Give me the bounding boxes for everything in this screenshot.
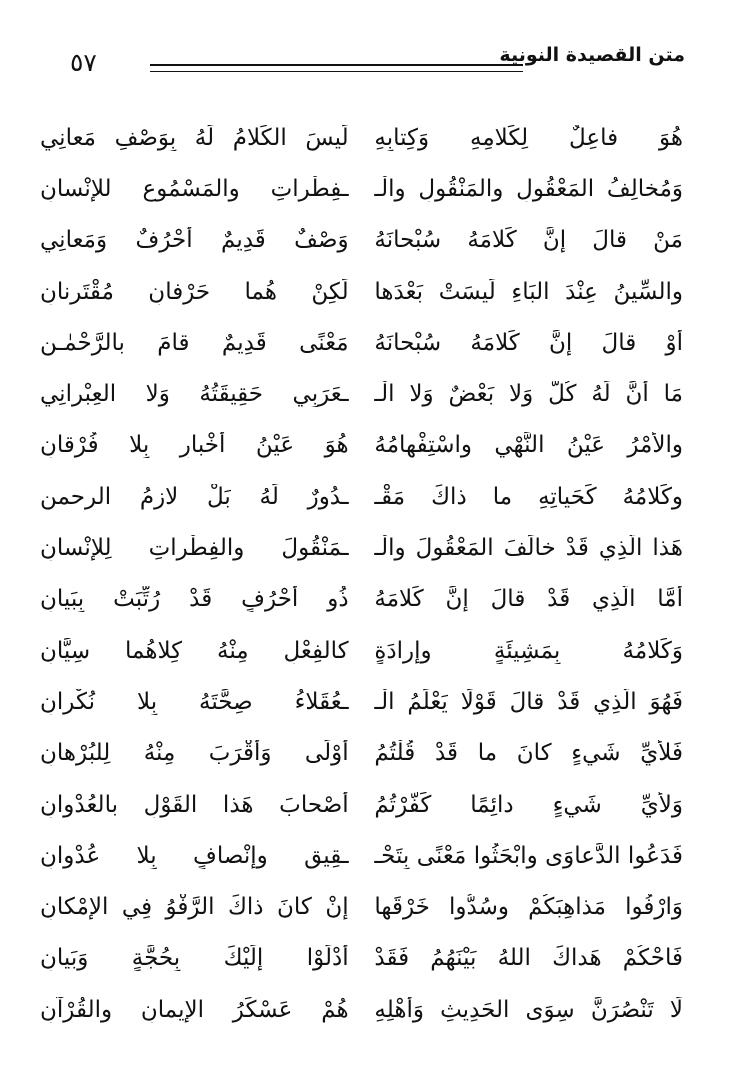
verse-first-hemistich: أَوْ قالَ إنَّ كَلامَهُ سُبْحانَهُ <box>374 329 683 356</box>
verse-second-hemistich: لَيسَ الكَلامُ لَهُ بِوَصْفِ مَعانِي <box>40 124 349 151</box>
verse-first-hemistich: مَا أنَّ لَهُ كُلٌّ وَلا بَعْضٌ وَلا الْـ <box>374 381 683 408</box>
verse-second-hemistich: أَدْلَوْا إِلَيْكَ بِحُجَّةٍ وَبَيانِ <box>40 945 349 972</box>
verse-second-hemistich: ـعُقَلاءُ صِحَّتَهُ بِلا نُكْرانِ <box>40 688 349 715</box>
verse-line <box>40 881 683 932</box>
verse-line <box>40 266 683 317</box>
verse-line <box>40 984 683 1035</box>
running-title: متن القصيدة النونية <box>499 44 685 66</box>
verse-first-hemistich: فَدَعُوا الدَّعاوَى وابْحَثُوا مَعْنًى بِتَحْـ <box>374 842 683 869</box>
verse-line <box>40 522 683 573</box>
verse-line <box>40 779 683 830</box>
verse-first-hemistich: هَذا الَّذِي قَدْ خالَفَ المَعْقُولَ والْـ <box>374 535 683 562</box>
verse-first-hemistich: أَمَّا الَّذِي قَدْ قالَ إنَّ كَلامَهُ <box>374 586 683 613</box>
verse-second-hemistich: ـعَرَبِي حَقِيقَتُهُ وَلا العِبْرانِي <box>40 381 349 408</box>
verse-first-hemistich: وَلأَيِّ شَيءٍ دائِمًا كَفَّرْتُمُ <box>374 791 683 818</box>
verse-first-hemistich: فَهُوَ الَّذِي قَدْ قالَ قَوْلًا يَعْلَمُ الْـ <box>374 688 683 715</box>
verse-first-hemistich: والسِّينُ عِنْدَ البَاءِ لَيسَتْ بَعْدَها <box>374 278 683 305</box>
page-header <box>58 44 685 86</box>
verse-second-hemistich: ـقِيقٍ وإنْصافٍ بِلا عُدْوانِ <box>40 842 349 869</box>
verse-line <box>40 317 683 368</box>
verse-second-hemistich: ذُو أَحْرُفٍ قَدْ رُتِّبَتْ بِبَيانِ <box>40 586 349 613</box>
verse-line <box>40 163 683 214</box>
verse-line <box>40 471 683 522</box>
verse-line <box>40 368 683 419</box>
verse-second-hemistich: هُمْ عَسْكَرُ الإِيمانِ والقُرْآنِ <box>40 996 349 1023</box>
verse-first-hemistich: وَارْفُوا مَذاهِبَكُمْ وسُدُّوا خَرْقَها <box>374 894 683 921</box>
verse-first-hemistich: والأَمْرُ عَيْنُ النَّهْيِ واسْتِفْهامُهُ <box>374 432 683 459</box>
verse-line <box>40 728 683 779</box>
verse-second-hemistich: أَوْلَى وَأَقْرَبَ مِنْهُ لِلبُرْهانِ <box>40 740 349 767</box>
verse-second-hemistich: أَصْحابَ هَذا القَوْلِ بالعُدْوانِ <box>40 791 349 818</box>
verse-second-hemistich: كالفِعْلِ مِنْهُ كِلاهُما سِيَّانِ <box>40 637 349 664</box>
header-rule-thin <box>150 71 523 72</box>
poem-body <box>40 112 683 1035</box>
verse-line <box>40 215 683 266</box>
verse-second-hemistich: لَكِنْ هُما حَرْفانِ مُقْتَرِنانِ <box>40 278 349 305</box>
verse-line <box>40 676 683 727</box>
verse-second-hemistich: هُوَ عَيْنُ أَخْبارٍ بِلا فُرْقانِ <box>40 432 349 459</box>
verse-second-hemistich: وَصْفٌ قَدِيمٌ أحْرُفٌ وَمَعانِي <box>40 227 349 254</box>
verse-first-hemistich: وَمُخالِفُ المَعْقُولِ والمَنْقُولِ والْـ <box>374 175 683 202</box>
verse-first-hemistich: هُوَ فاعِلٌ لِكَلامِهِ وَكِتابِهِ <box>374 124 683 151</box>
verse-first-hemistich: فَلأَيِّ شَيءٍ كانَ ما قَدْ قُلْتُمُ <box>374 740 683 767</box>
verse-second-hemistich: إنْ كانَ ذاكَ الرَّفْوُ فِي الإِمْكانِ <box>40 894 349 921</box>
verse-line <box>40 112 683 163</box>
verse-line <box>40 574 683 625</box>
verse-first-hemistich: لَا تَنْصُرَنَّ سِوَى الحَدِيثِ وَأَهْلِهِ <box>374 996 683 1023</box>
verse-second-hemistich: مَعْنًى قَدِيمٌ قامَ بالرَّحْمٰـنِ <box>40 329 349 356</box>
page-number: ٥٧ <box>70 48 97 77</box>
verse-line <box>40 830 683 881</box>
verse-line <box>40 933 683 984</box>
verse-line <box>40 420 683 471</box>
verse-first-hemistich: وكَلامُهُ كَحَياتِهِ ما ذاكَ مَقْـ <box>374 483 683 510</box>
verse-second-hemistich: ـمَنْقُولَ والفِطْراتِ لِلإِنْسانِ <box>40 535 349 562</box>
header-rule-thick <box>150 64 523 66</box>
verse-first-hemistich: فَاحْكُمْ هَداكَ اللهُ بَيْنَهُمُ فَقَدْ <box>374 945 683 972</box>
verse-line <box>40 625 683 676</box>
verse-first-hemistich: مَنْ قالَ إنَّ كَلامَهُ سُبْحانَهُ <box>374 227 683 254</box>
verse-second-hemistich: ـفِطْراتِ والمَسْمُوعِ للإِنْسانِ <box>40 175 349 202</box>
verse-first-hemistich: وَكَلامُهُ بِمَشِيئَةٍ وإرادَةٍ <box>374 637 683 664</box>
verse-second-hemistich: ـدُورٌ لَهُ بَلْ لازِمُ الرحمنِ <box>40 483 349 510</box>
